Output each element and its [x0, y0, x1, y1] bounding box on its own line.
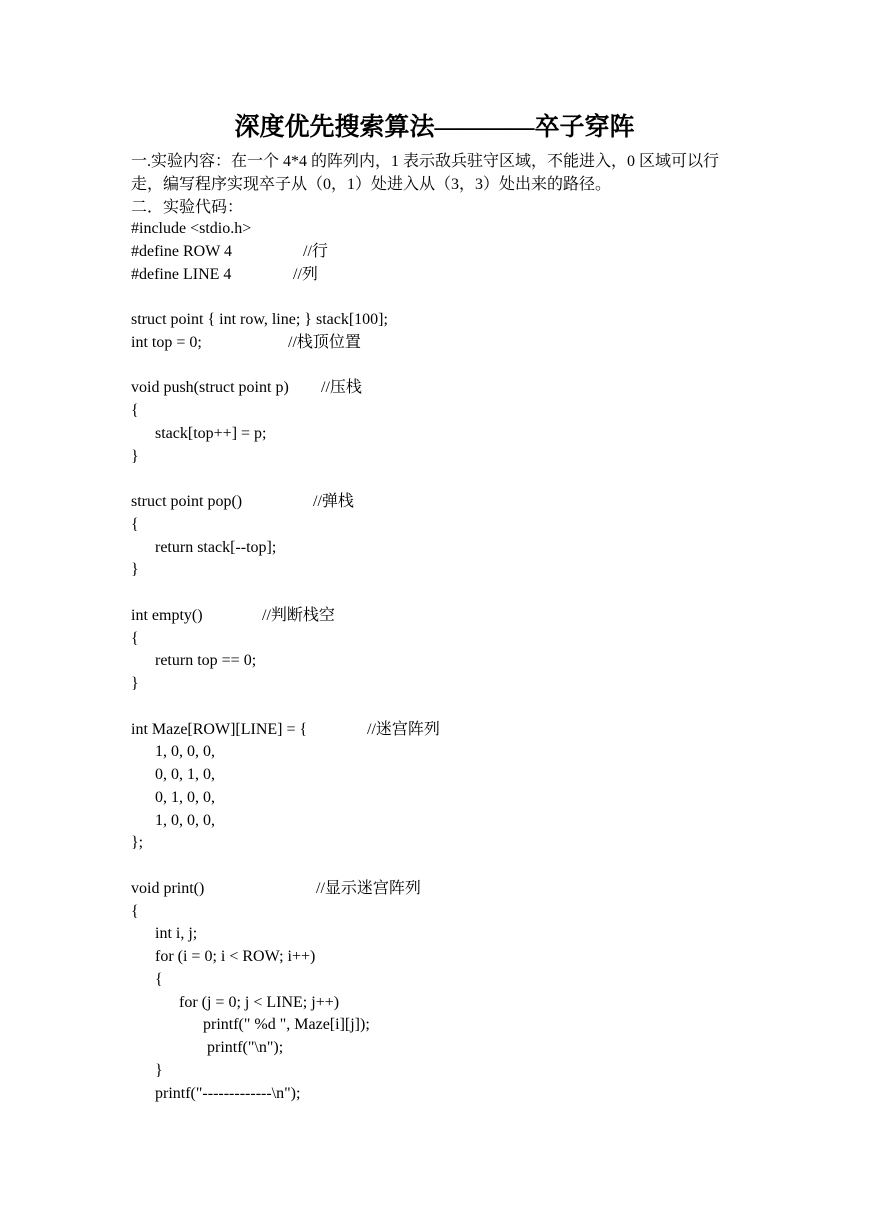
code-line	[131, 582, 771, 605]
code-text: #define ROW 4	[131, 242, 233, 260]
code-line	[131, 992, 771, 1015]
code-text: {	[131, 629, 139, 647]
code-line	[131, 309, 771, 332]
code-text: printf("\n");	[131, 1039, 284, 1056]
code-line	[131, 446, 771, 469]
code-text: 1, 0, 0, 0,	[131, 743, 215, 761]
code-text: for (j = 0; j < LINE; j++)	[131, 993, 340, 1011]
code-text: };	[131, 834, 144, 852]
code-line	[131, 264, 771, 287]
code-line	[131, 741, 771, 764]
code-text: int i, j;	[131, 925, 198, 943]
code-line	[131, 810, 771, 833]
code-text: void print()	[131, 879, 205, 897]
code-comment: //压栈	[321, 379, 362, 397]
code-line	[131, 400, 771, 423]
code-text: for (i = 0; i < ROW; i++)	[131, 948, 316, 965]
code-line	[131, 514, 771, 537]
code-comment: //显示迷宫阵列	[316, 879, 421, 897]
code-line	[131, 719, 771, 742]
code-line	[131, 332, 771, 355]
code-line	[131, 628, 771, 651]
code-line	[131, 787, 771, 810]
code-line	[131, 355, 771, 378]
code-text: #define LINE 4	[131, 265, 232, 283]
code-line	[131, 855, 771, 878]
code-text: #include <stdio.h>	[131, 220, 252, 237]
code-line	[131, 1060, 771, 1083]
code-line	[131, 559, 771, 582]
code-text: }	[131, 675, 139, 692]
code-listing	[131, 218, 771, 1105]
code-text: int top = 0;	[131, 333, 202, 351]
code-line	[131, 286, 771, 309]
code-line	[131, 650, 771, 673]
code-text: printf("-------------\n");	[131, 1084, 301, 1102]
experiment-content-paragraph: 一.实验内容：在一个 4*4 的阵列内，1 表示敌兵驻守区域，不能进入，0 区域可以行走，编写程序实现卒子从（0，1）处进入从（3，3）处出来的路径。	[131, 153, 720, 193]
code-line	[131, 764, 771, 787]
document-title: 深度优先搜索算法————卒子穿阵	[234, 114, 635, 141]
code-text: 1, 0, 0, 0,	[131, 811, 215, 829]
code-text: struct point pop()	[131, 493, 243, 510]
code-line	[131, 832, 771, 855]
code-line	[131, 1083, 771, 1106]
section-heading-code: 二．实验代码：	[131, 199, 244, 216]
code-text: {	[131, 402, 139, 419]
code-comment: //弹栈	[313, 493, 354, 510]
code-text: }	[131, 1061, 163, 1079]
code-text: printf(" %d ", Maze[i][j]);	[131, 1016, 370, 1034]
code-line	[131, 241, 771, 264]
code-text: }	[131, 561, 139, 579]
code-line	[131, 1037, 771, 1060]
code-text: 0, 0, 1, 0,	[131, 766, 215, 783]
code-line	[131, 537, 771, 560]
code-line	[131, 923, 771, 946]
code-line	[131, 423, 771, 446]
code-line	[131, 878, 771, 901]
code-comment: //行	[303, 242, 328, 260]
code-line	[131, 605, 771, 628]
code-comment: //栈顶位置	[288, 333, 361, 351]
code-text: return top == 0;	[131, 652, 257, 670]
code-comment: //列	[293, 265, 318, 283]
code-line	[131, 491, 771, 514]
code-text: {	[131, 902, 139, 920]
code-comment: //迷宫阵列	[367, 720, 440, 738]
code-line	[131, 696, 771, 719]
code-line	[131, 673, 771, 696]
code-text: return stack[--top];	[131, 538, 277, 556]
code-text: int empty()	[131, 606, 203, 624]
code-text: struct point { int row, line; } stack[100];	[131, 311, 388, 328]
code-comment: //判断栈空	[262, 606, 335, 624]
code-text: }	[131, 447, 139, 465]
code-text: stack[top++] = p;	[131, 424, 267, 442]
code-line	[131, 468, 771, 491]
code-line	[131, 1014, 771, 1037]
intro-section	[131, 150, 743, 219]
code-line	[131, 946, 771, 969]
code-text: int Maze[ROW][LINE] = {	[131, 720, 308, 738]
code-line	[131, 377, 771, 400]
code-text: void push(struct point p)	[131, 379, 289, 397]
code-text: 0, 1, 0, 0,	[131, 788, 215, 806]
code-text: {	[131, 970, 163, 988]
code-line	[131, 901, 771, 924]
code-line	[131, 969, 771, 992]
code-text: {	[131, 515, 139, 533]
code-line	[131, 218, 771, 241]
